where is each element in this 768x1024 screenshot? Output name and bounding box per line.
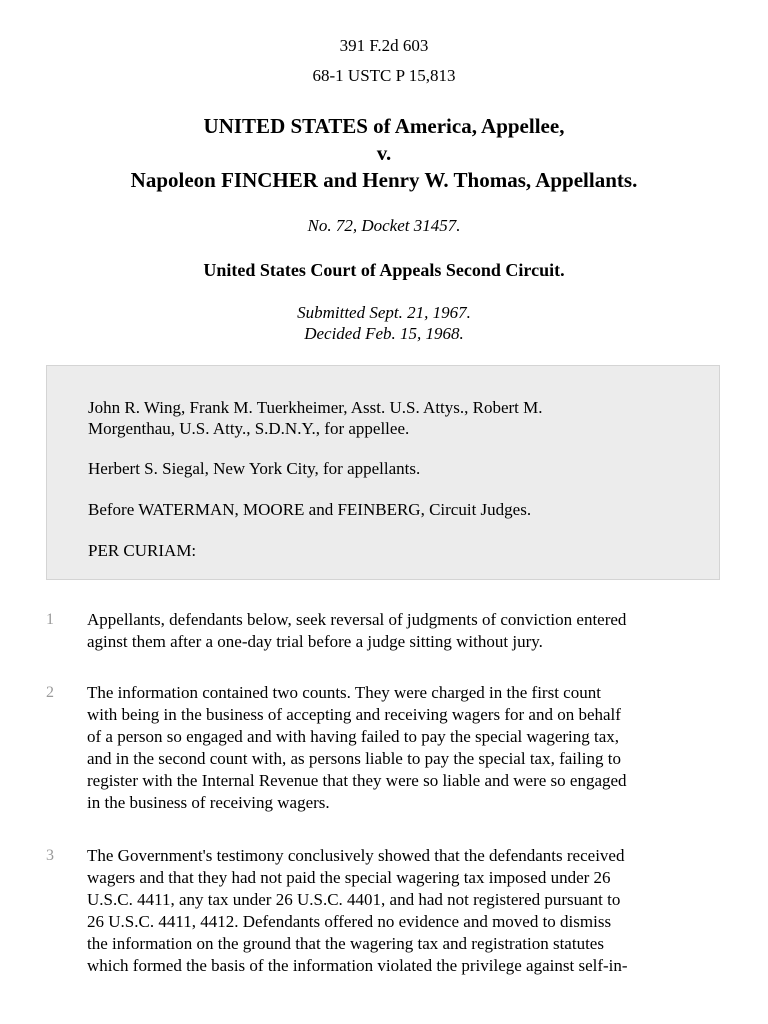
appellee-counsel	[88, 397, 688, 439]
paragraph-line: 26 U.S.C. 4411, 4412. Defendants offered no evidence and moved to dismiss	[87, 912, 612, 931]
caption-appellee: UNITED STATES of America, Appellee,	[203, 114, 565, 138]
case-caption	[0, 113, 768, 194]
tax-citation: 68-1 USTC P 15,813	[312, 66, 456, 85]
appellee-counsel-line: John R. Wing, Frank M. Tuerkheimer, Asst. U.S. Attys., Robert M.	[88, 398, 543, 417]
judges-panel: Before WATERMAN, MOORE and FEINBERG, Circuit Judges.	[88, 500, 532, 519]
paragraph-line: in the business of receiving wagers.	[87, 793, 330, 812]
paragraph-line: of a person so engaged and with having failed to pay the special wagering tax,	[87, 727, 620, 746]
paragraph-line: Appellants, defendants below, seek reversal of judgments of conviction entered	[87, 610, 627, 629]
paragraph-number: 3	[46, 847, 54, 864]
caption-appellants: Napoleon FINCHER and Henry W. Thomas, Appellants.	[130, 168, 638, 192]
submitted-date: Submitted Sept. 21, 1967.	[297, 303, 471, 322]
paragraph-line: the information on the ground that the wagering tax and registration statutes	[87, 934, 604, 953]
docket-number: No. 72, Docket 31457.	[307, 216, 461, 235]
caption-versus: v.	[376, 141, 392, 165]
paragraph-line: with being in the business of accepting and receiving wagers for and on behalf	[87, 705, 621, 724]
paragraph-text	[87, 682, 723, 814]
decided-date: Decided Feb. 15, 1968.	[304, 324, 464, 343]
paragraph-number: 2	[46, 684, 54, 701]
paragraph-line: and in the second count with, as persons liable to pay the special tax, failing to	[87, 749, 621, 768]
paragraph-line: The information contained two counts. They were charged in the first count	[87, 683, 601, 702]
court-name: United States Court of Appeals Second Circuit.	[203, 260, 565, 280]
paragraph-text	[87, 609, 723, 653]
counsel-box	[46, 365, 720, 580]
paragraph-line: The Government's testimony conclusively showed that the defendants received	[87, 846, 625, 865]
paragraph-line: U.S.C. 4411, any tax under 26 U.S.C. 4401, and had not registered pursuant to	[87, 890, 621, 909]
paragraph-line: wagers and that they had not paid the special wagering tax imposed under 26	[87, 868, 611, 887]
paragraph-line: which formed the basis of the information violated the privilege against self-in-	[87, 956, 628, 975]
paragraph-number: 1	[46, 611, 54, 628]
reporter-citation: 391 F.2d 603	[339, 36, 429, 55]
appellee-counsel-line: Morgenthau, U.S. Atty., S.D.N.Y., for appellee.	[88, 419, 410, 438]
paragraph-text	[87, 845, 723, 977]
paragraph-line: register with the Internal Revenue that they were so liable and were so engaged	[87, 771, 627, 790]
appellants-counsel: Herbert S. Siegal, New York City, for appellants.	[88, 459, 421, 478]
paragraph-line: aginst them after a one-day trial before a judge sitting without jury.	[87, 632, 543, 651]
per-curiam-label: PER CURIAM:	[88, 541, 197, 560]
case-dates	[0, 302, 768, 344]
